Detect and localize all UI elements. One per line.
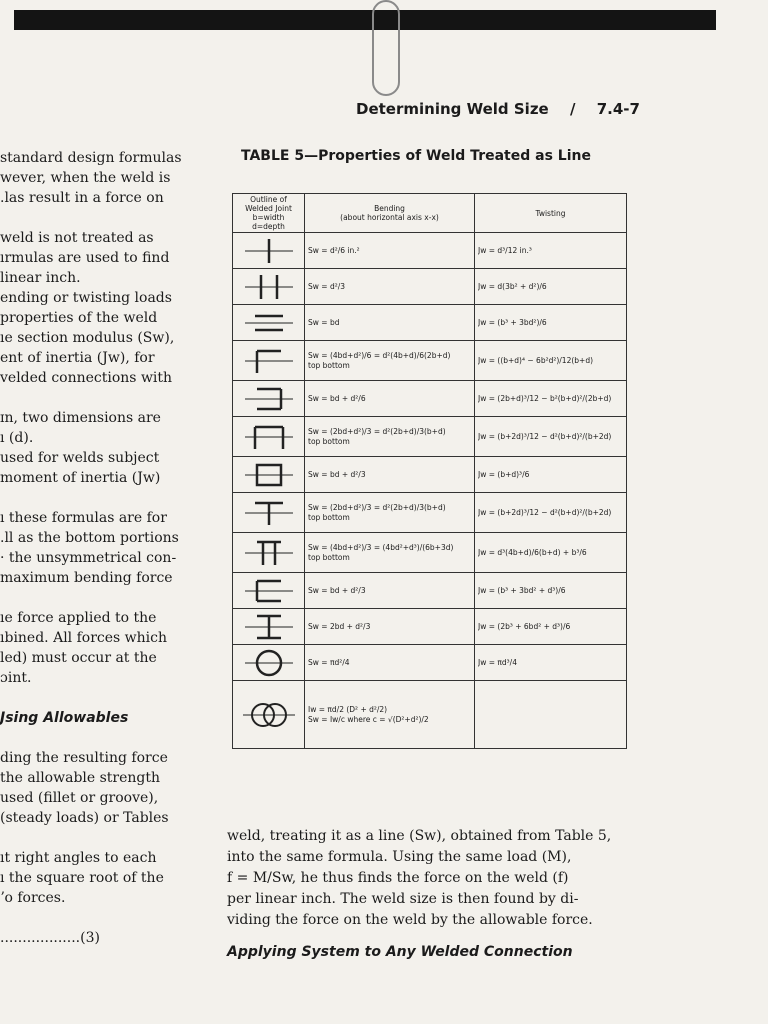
bending-formula-cell (305, 573, 475, 609)
left-column-line: used for welds subject (0, 450, 160, 466)
twisting-formula-cell (475, 381, 627, 417)
left-column-line (0, 908, 196, 928)
joint-outline-cell (233, 305, 305, 341)
paper-clip (372, 0, 400, 96)
section-heading: Applying System to Any Welded Connection (227, 944, 573, 960)
bending-formula-note: top bottom (308, 360, 350, 370)
joint-outline-cell (233, 269, 305, 305)
joint-outline-figure (237, 384, 301, 414)
joint-outline-cell (233, 533, 305, 573)
left-column-line: ent of inertia (Jw), for (0, 350, 155, 366)
bending-formula: Sw = (4bd+d²)/6 = d²(4b+d)/6(2b+d) (308, 350, 451, 360)
twisting-formula-cell (475, 233, 627, 269)
twisting-formula-cell (475, 341, 627, 381)
twisting-formula-cell (475, 533, 627, 573)
bending-formula: Sw = bd + d²/6 (308, 393, 366, 403)
joint-outline-figure (237, 576, 301, 606)
left-column-line: weld is not treated as (0, 230, 154, 246)
joint-outline-cell (233, 681, 305, 749)
table-row (233, 381, 627, 417)
left-column-line: ırmulas are used to find (0, 250, 170, 266)
left-column-line (0, 208, 196, 228)
left-column-line: ʼo forces. (0, 890, 66, 906)
joint-outline-cell (233, 609, 305, 645)
page-header (356, 100, 640, 118)
joint-outline-cell (233, 645, 305, 681)
table-row (233, 645, 627, 681)
left-column-line: · the unsymmetrical con- (0, 550, 177, 566)
left-column-line: (steady loads) or Tables (0, 810, 169, 826)
header-twisting (475, 194, 627, 233)
header-outline-sub: b=width d=depth (252, 213, 285, 231)
left-column-line: used (fillet or groove), (0, 790, 159, 806)
joint-outline-cell (233, 233, 305, 269)
left-column-line: ıt right angles to each (0, 850, 157, 866)
bending-formula: Sw = bd + d²/3 (308, 585, 366, 595)
joint-outline-figure (237, 498, 301, 528)
bending-formula-note: top bottom (308, 436, 350, 446)
left-column-line: ɔint. (0, 670, 32, 686)
joint-outline-figure (237, 272, 301, 302)
joint-outline-figure (237, 612, 301, 642)
left-column-line: the allowable strength (0, 770, 161, 786)
left-column-line: .ll as the bottom portions (0, 530, 179, 546)
left-column-line (0, 488, 196, 508)
twisting-formula-cell (475, 305, 627, 341)
joint-outline-figure (237, 538, 301, 568)
left-column-heading: Jsing Allowables (0, 710, 129, 726)
header-outline-label: Outline of Welded Joint (245, 195, 292, 213)
bending-formula: Sw = d²/6 in.² (308, 245, 360, 255)
body-line: per linear inch. The weld size is then found by di- (227, 891, 579, 907)
bending-formula-cell (305, 233, 475, 269)
table-row (233, 609, 627, 645)
joint-outline-figure (237, 648, 301, 678)
twisting-formula: Jw = (2b+d)³/12 − b²(b+d)²/(2b+d) (478, 393, 612, 403)
bending-formula: Sw = (4bd+d²)/3 = (4bd²+d³)/(6b+3d) (308, 542, 454, 552)
bending-formula: Sw = (2bd+d²)/3 = d²(2b+d)/3(b+d) (308, 426, 446, 436)
bending-formula-note: top bottom (308, 552, 350, 562)
left-column-line: linear inch. (0, 270, 81, 286)
joint-outline-cell (233, 573, 305, 609)
header-outline (233, 194, 305, 233)
twisting-formula: Jw = d(3b² + d²)/6 (478, 281, 547, 291)
bending-formula: Iw = πd/2 (D² + d²/2) (308, 704, 388, 714)
table-row (233, 341, 627, 381)
twisting-formula-cell (475, 417, 627, 457)
bending-formula-cell (305, 457, 475, 493)
bending-formula-cell (305, 533, 475, 573)
table-row (233, 417, 627, 457)
table-row (233, 493, 627, 533)
table-row (233, 533, 627, 573)
joint-outline-figure (237, 460, 301, 490)
bending-formula-cell (305, 341, 475, 381)
left-column-line (0, 688, 196, 708)
table-header-row (233, 194, 627, 233)
twisting-formula: Jw = (b³ + 3bd² + d³)/6 (478, 585, 566, 595)
twisting-formula: Jw = (b+2d)³/12 − d²(b+d)²/(b+2d) (478, 431, 612, 441)
left-column-line: ı the square root of the (0, 870, 164, 886)
bending-formula-cell (305, 645, 475, 681)
left-column-line: ıe section modulus (Sw), (0, 330, 175, 346)
body-line: f = M/Sw, he thus finds the force on the weld (f) (227, 870, 569, 886)
body-line: weld, treating it as a line (Sw), obtained from Table 5, (227, 828, 612, 844)
twisting-formula-cell (475, 573, 627, 609)
page-header-separator: / (569, 100, 576, 118)
joint-outline-cell (233, 457, 305, 493)
table-row (233, 269, 627, 305)
joint-outline-figure (237, 308, 301, 338)
twisting-formula-cell (475, 493, 627, 533)
left-column-line: ding the resulting force (0, 750, 168, 766)
twisting-formula-cell (475, 457, 627, 493)
left-column-line (0, 588, 196, 608)
left-column-line: ending or twisting loads (0, 290, 172, 306)
left-column-line: maximum bending force (0, 570, 173, 586)
bending-formula-cell (305, 381, 475, 417)
twisting-formula-cell (475, 681, 627, 749)
joint-outline-cell (233, 417, 305, 457)
twisting-formula-cell (475, 645, 627, 681)
bending-formula: Sw = πd²/4 (308, 657, 350, 667)
twisting-formula-cell (475, 609, 627, 645)
body-line: into the same formula. Using the same load (M), (227, 849, 572, 865)
left-column-line: wever, when the weld is (0, 170, 171, 186)
bending-formula-cell (305, 269, 475, 305)
joint-outline-figure (237, 346, 301, 376)
bending-formula-note: top bottom (308, 512, 350, 522)
header-bending (305, 194, 475, 233)
left-column-line: velded connections with (0, 370, 173, 386)
joint-outline-cell (233, 341, 305, 381)
page-header-title: Determining Weld Size (356, 100, 549, 118)
bending-formula-cell (305, 681, 475, 749)
twisting-formula: Jw = (b+2d)³/12 − d²(b+d)²/(b+2d) (478, 507, 612, 517)
body-paragraph (227, 826, 647, 931)
left-column-line: .las result in a force on (0, 190, 164, 206)
bending-formula: Sw = bd (308, 317, 340, 327)
bending-formula: Sw = d²/3 (308, 281, 346, 291)
bending-formula-cell (305, 305, 475, 341)
left-column-line: standard design formulas (0, 150, 182, 166)
joint-outline-cell (233, 493, 305, 533)
left-column-line: ı (d). (0, 430, 34, 446)
bending-formula: Sw = bd + d²/3 (308, 469, 366, 479)
left-column-line: led) must occur at the (0, 650, 157, 666)
bending-formula-cell (305, 493, 475, 533)
twisting-formula: Jw = (b+d)³/6 (478, 469, 530, 479)
joint-outline-figure (237, 422, 301, 452)
bending-formula-cell (305, 609, 475, 645)
joint-outline-cell (233, 381, 305, 417)
bending-formula-cell (305, 417, 475, 457)
page-header-section: 7.4-7 (596, 100, 640, 118)
bending-formula: Sw = (2bd+d²)/3 = d²(2b+d)/3(b+d) (308, 502, 446, 512)
scan-top-band (14, 10, 716, 30)
header-bending-sub: (about horizontal axis x-x) (340, 213, 439, 222)
twisting-formula: Jw = (2b³ + 6bd² + d³)/6 (478, 621, 571, 631)
twisting-formula: Jw = ((b+d)⁴ − 6b²d²)/12(b+d) (478, 355, 594, 365)
table-row (233, 681, 627, 749)
header-bending-label: Bending (374, 204, 405, 213)
table-row (233, 457, 627, 493)
left-column-line (0, 388, 196, 408)
twisting-formula: Jw = d³/12 in.³ (478, 245, 532, 255)
left-column-line: ı these formulas are for (0, 510, 167, 526)
left-column-line: ɪn, two dimensions are (0, 410, 161, 426)
left-column-line (0, 728, 196, 748)
table-row (233, 573, 627, 609)
header-twisting-label: Twisting (535, 208, 566, 218)
twisting-formula: Jw = (b³ + 3bd²)/6 (478, 317, 547, 327)
body-line: viding the force on the weld by the allowable force. (227, 912, 593, 928)
left-column-line: ıe force applied to the (0, 610, 157, 626)
left-column-line: properties of the weld (0, 310, 158, 326)
left-column-line: ıbined. All forces which (0, 630, 167, 646)
bending-formula: Sw = 2bd + d²/3 (308, 621, 371, 631)
left-column-line (0, 828, 196, 848)
weld-properties-table (232, 193, 627, 749)
table-title: TABLE 5—Properties of Weld Treated as Line (241, 148, 591, 164)
joint-outline-figure (237, 236, 301, 266)
table-row (233, 233, 627, 269)
left-column-line: moment of inertia (Jw) (0, 470, 161, 486)
twisting-formula-cell (475, 269, 627, 305)
twisting-formula: Jw = d³(4b+d)/6(b+d) + b³/6 (478, 547, 587, 557)
left-column-line: ..................(3) (0, 930, 100, 946)
joint-outline-figure (237, 700, 301, 730)
table-row (233, 305, 627, 341)
left-column-text (0, 148, 196, 948)
twisting-formula: Jw = πd³/4 (478, 657, 517, 667)
bending-formula-note: Sw = Iw/c where c = √(D²+d²)/2 (308, 714, 429, 724)
